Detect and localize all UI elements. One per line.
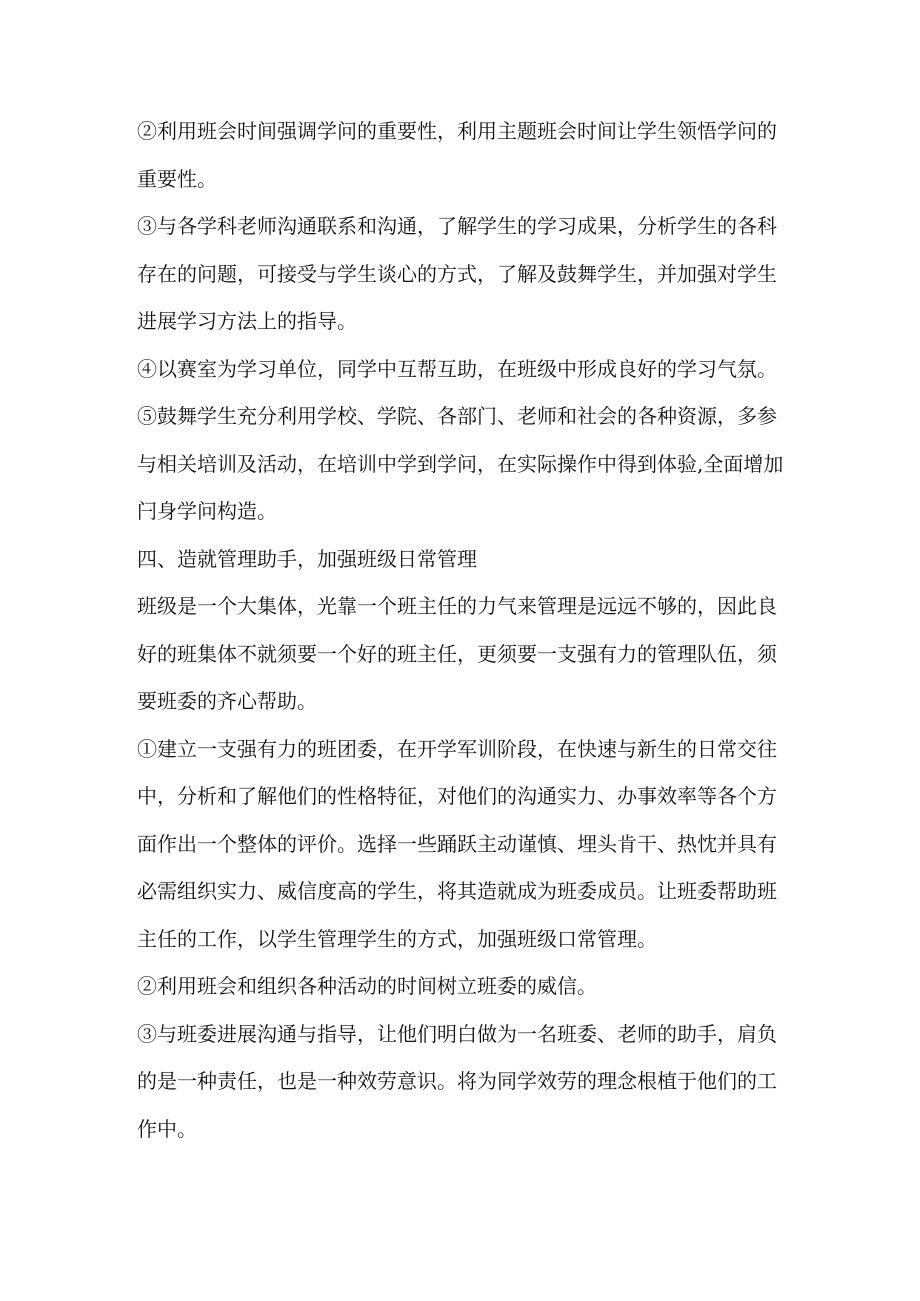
text-line: 的是一种责任，也是一种效劳意识。将为同学效劳的理念根植于他们的工 (137, 1069, 777, 1093)
text-line: ④以赛室为学习单位，同学中互帮互助，在班级中形成良好的学习气氛。 (137, 356, 777, 381)
section-heading: 四、造就管理助手，加强班级日常管理 (137, 546, 477, 571)
document-body (137, 108, 797, 1153)
text-line: 作中。 (137, 1116, 197, 1141)
text-line: ⑤鼓舞学生充分利用学校、学院、各部门、老师和社会的各种资源，多参 (137, 404, 777, 428)
text-line: 存在的问题，可接受与学生谈心的方式，了解及鼓舞学生，并加强对学生 (137, 261, 777, 286)
text-line: 必需组织实力、威信度高的学生，将其造就成为班委成员。让班委帮助班 (137, 879, 777, 903)
text-line: ③与各学科老师沟通联系和沟通，了解学生的学习成果，分析学生的各科 (137, 214, 777, 238)
text-line: 好的班集体不就须要一个好的班主任，更须要一支强有力的管理队伍，须 (137, 641, 777, 666)
text-line: ③与班委进展沟通与指导，让他们明白做为一名班委、老师的助手，肩负 (137, 1021, 777, 1046)
text-line: 重要性。 (137, 166, 217, 191)
text-line: 主任的工作，以学生管理学生的方式，加强班级口常管理。 (137, 926, 657, 951)
text-line: ②利用班会时间强调学问的重要性，利用主题班会时间让学生领悟学问的 (137, 119, 777, 143)
text-line: 中，分析和了解他们的性格特征，对他们的沟通实力、办事效率等各个方 (137, 784, 777, 808)
text-line: 进展学习方法上的指导。 (137, 309, 357, 333)
text-line: 要班委的齐心帮助。 (137, 689, 317, 713)
text-line: ②利用班会和组织各种活动的时间树立班委的威信。 (137, 974, 597, 998)
text-line: ①建立一支强有力的班团委，在开学军训阶段，在快速与新生的日常交往 (137, 736, 777, 761)
text-line: 与相关培训及活动，在培训中学到学问，在实际操作中得到体验,全面增加 (137, 451, 784, 476)
text-line: 班级是一个大集体，光靠一个班主任的力气来管理是远远不够的，因此良 (137, 594, 777, 618)
text-line: 闩身学问构造。 (137, 499, 277, 523)
text-line: 面作出一个整体的评价。选择一些踊跃主动谨慎、埋头肯干、热忱并具有 (137, 831, 777, 856)
